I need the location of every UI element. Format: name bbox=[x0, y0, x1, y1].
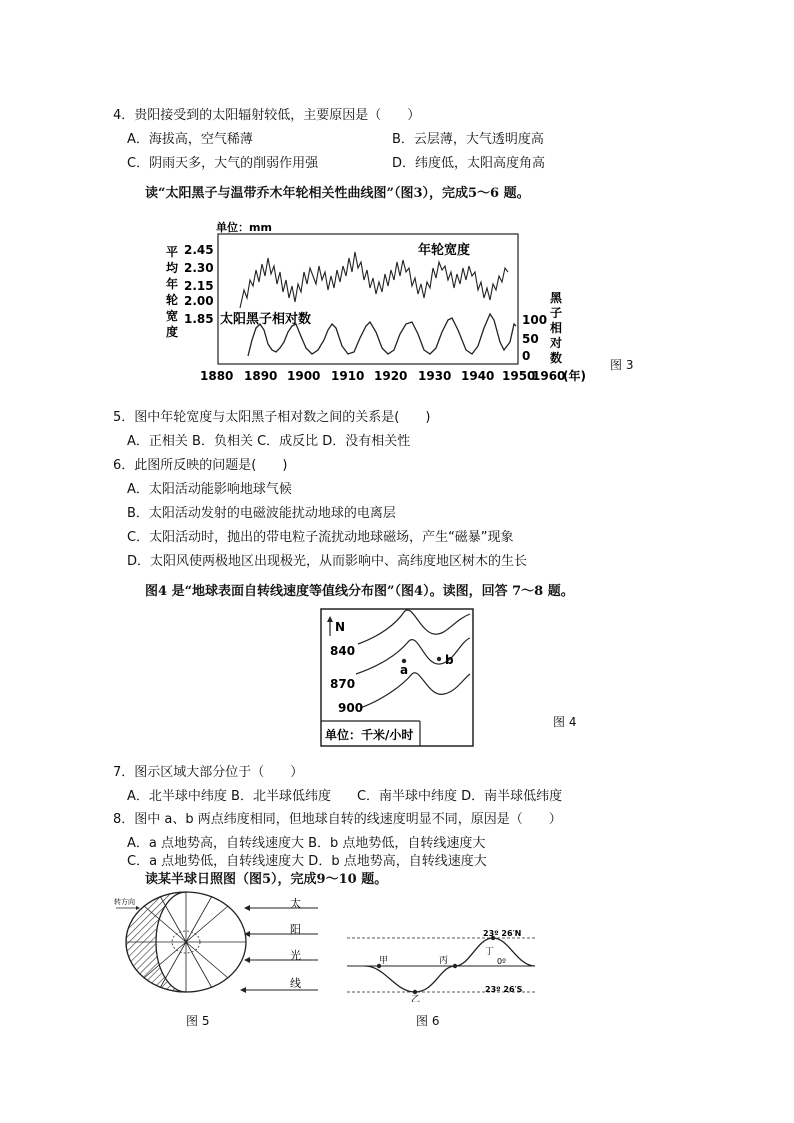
fig3-series-sun: 太阳黑子相对数 bbox=[220, 312, 312, 327]
fig3-x-unit: (年) bbox=[563, 369, 586, 383]
q6-stem: 6．此图所反映的问题是( ) bbox=[113, 458, 288, 473]
fig5-sun-2: 光 bbox=[290, 949, 301, 962]
fig5-sun-0: 太 bbox=[290, 897, 301, 910]
fig3-right-tick-2: 0 bbox=[522, 349, 531, 363]
q8-line-2: C．a 点地势低，自转线速度大 D．b 点地势高，自转线速度大 bbox=[127, 854, 487, 869]
q4-stem: 4．贵阳接受到的太阳辐射较低，主要原因是（ ） bbox=[113, 108, 421, 123]
figure-5-illumination bbox=[110, 890, 330, 1010]
fig3-x-tick-7: 1950 bbox=[502, 369, 536, 383]
fig6-point-ding: 丁 bbox=[485, 947, 495, 957]
q4-option-c: C．阴雨天多，大气的削弱作用强 bbox=[127, 156, 319, 171]
fig4-label-840: 840 bbox=[330, 644, 356, 658]
fig4-point-b: b bbox=[445, 653, 454, 667]
fig3-left-label-1: 均 bbox=[166, 261, 179, 275]
fig3-right-label-1: 子 bbox=[550, 306, 563, 320]
q8-line-1: A．a 点地势高，自转线速度大 B．b 点地势低，自转线速度大 bbox=[127, 836, 486, 851]
fig4-point-a: a bbox=[400, 663, 409, 677]
fig3-left-tick-2: 2.15 bbox=[184, 279, 214, 293]
fig3-right-label-3: 对 bbox=[550, 336, 563, 350]
fig6-north-lat: 23º 26′N bbox=[483, 929, 522, 938]
fig3-right-label-4: 数 bbox=[550, 351, 563, 365]
intro-5-6: 读“太阳黑子与温带乔木年轮相关性曲线图”（图3），完成5～6 题。 bbox=[145, 186, 530, 201]
fig3-series-tree: 年轮宽度 bbox=[418, 243, 471, 258]
fig3-left-tick-3: 2.00 bbox=[184, 294, 214, 308]
q4-option-d: D．纬度低，太阳高度角高 bbox=[392, 156, 546, 171]
fig3-left-label-2: 年 bbox=[166, 277, 179, 291]
fig3-x-tick-0: 1880 bbox=[200, 369, 234, 383]
fig6-point-bing: 丙 bbox=[439, 956, 449, 966]
fig3-left-tick-0: 2.45 bbox=[184, 243, 214, 257]
figure-4-map bbox=[320, 608, 476, 748]
fig3-caption: 图 3 bbox=[610, 358, 634, 372]
q7-stem: 7．图示区域大部分位于（ ） bbox=[113, 765, 304, 780]
fig6-equator: 0º bbox=[497, 957, 506, 966]
fig3-right-label-2: 相 bbox=[550, 321, 563, 335]
fig3-x-tick-6: 1940 bbox=[461, 369, 495, 383]
fig3-x-tick-4: 1920 bbox=[374, 369, 408, 383]
fig3-right-label-0: 黑 bbox=[550, 291, 563, 305]
q6-option-b: B．太阳活动发射的电磁波能扰动地球的电离层 bbox=[127, 506, 396, 521]
fig3-x-tick-1: 1890 bbox=[244, 369, 278, 383]
fig3-left-tick-1: 2.30 bbox=[184, 261, 214, 275]
fig5-sun-3: 线 bbox=[290, 977, 301, 990]
q5-options: A．正相关 B．负相关 C．成反比 D．没有相关性 bbox=[127, 434, 411, 449]
fig5-caption: 图 5 bbox=[186, 1014, 210, 1028]
fig6-point-yi: 乙 bbox=[411, 995, 421, 1002]
fig3-tree-ring-line bbox=[240, 252, 508, 308]
fig6-south-lat: 23º 26′S bbox=[485, 985, 523, 994]
fig3-unit: 单位：mm bbox=[216, 221, 272, 234]
fig3-x-tick-5: 1930 bbox=[418, 369, 452, 383]
figure-6-sun-path bbox=[345, 926, 540, 1002]
q7-options: A．北半球中纬度 B．北半球低纬度 C．南半球中纬度 D．南半球低纬度 bbox=[127, 789, 563, 804]
fig4-label-900: 900 bbox=[338, 701, 364, 715]
q5-stem: 5．图中年轮宽度与太阳黑子相对数之间的关系是( ) bbox=[113, 410, 431, 425]
fig3-right-tick-1: 50 bbox=[522, 332, 539, 346]
fig6-caption: 图 6 bbox=[416, 1014, 440, 1028]
fig3-x-tick-8: 1960 bbox=[532, 369, 566, 383]
q4-option-a: A．海拔高，空气稀薄 bbox=[127, 132, 253, 147]
intro-9-10: 读某半球日照图（图5），完成9～10 题。 bbox=[145, 872, 388, 887]
figure-3-chart bbox=[160, 210, 600, 390]
q6-option-c: C．太阳活动时，抛出的带电粒子流扰动地球磁场，产生“磁暴”现象 bbox=[127, 530, 514, 545]
fig5-sun-1: 阳 bbox=[290, 923, 301, 936]
fig3-x-tick-2: 1900 bbox=[287, 369, 321, 383]
fig4-label-870: 870 bbox=[330, 677, 356, 691]
fig3-right-tick-0: 100 bbox=[522, 313, 548, 327]
fig6-point-jia: 甲 bbox=[379, 956, 389, 966]
q6-option-a: A．太阳活动能影响地球气候 bbox=[127, 482, 292, 497]
q4-option-b: B．云层薄，大气透明度高 bbox=[392, 132, 544, 147]
fig5-rotation: 转方向 bbox=[114, 898, 135, 906]
fig3-left-label-4: 宽 bbox=[166, 309, 179, 323]
fig4-unit: 单位：千米/小时 bbox=[325, 728, 414, 742]
q6-option-d: D．太阳风使两极地区出现极光，从而影响中、高纬度地区树木的生长 bbox=[127, 554, 528, 569]
q8-stem: 8．图中 a、b 两点纬度相同，但地球自转的线速度明显不同，原因是（ ） bbox=[113, 812, 562, 827]
fig3-left-label-0: 平 bbox=[166, 245, 179, 259]
fig3-left-label-3: 轮 bbox=[166, 293, 179, 307]
fig3-plot-frame bbox=[218, 234, 518, 364]
fig4-caption: 图 4 bbox=[553, 715, 577, 729]
fig3-x-tick-3: 1910 bbox=[331, 369, 365, 383]
fig4-north: N bbox=[335, 620, 346, 634]
fig3-left-label-5: 度 bbox=[166, 325, 179, 339]
intro-7-8: 图4 是“地球表面自转线速度等值线分布图”（图4）。读图，回答 7～8 题。 bbox=[145, 584, 574, 599]
fig3-left-tick-4: 1.85 bbox=[184, 312, 214, 326]
